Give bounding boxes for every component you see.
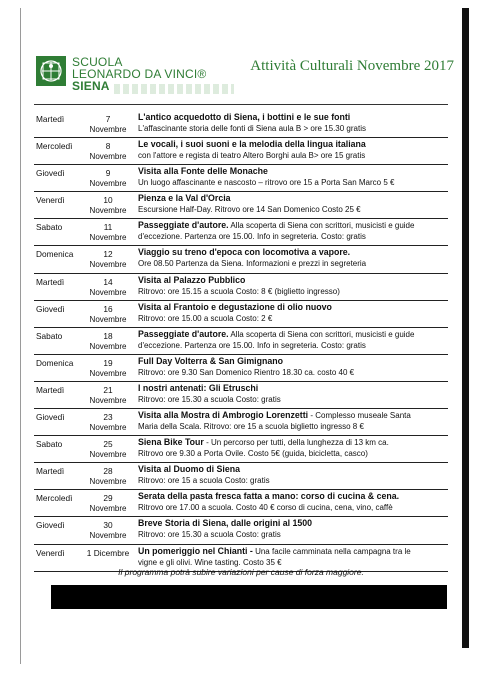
- event-date: 23: [103, 412, 113, 423]
- event-month: Novembre: [89, 260, 127, 270]
- event-day: Martedì: [36, 114, 65, 124]
- event-title: Serata della pasta fresca fatta a mano: corso di cucina & cena.: [138, 491, 400, 502]
- event-day: Sabato: [36, 222, 63, 233]
- event-title: Passeggiate d'autore. Alla scoperta di Siena con scrittori, musicisti e guide: [138, 328, 415, 339]
- event-day: Martedì: [36, 466, 65, 477]
- event-date: 29: [103, 493, 113, 504]
- event-row: [34, 246, 448, 273]
- event-row: [34, 463, 448, 490]
- event-date: 9: [105, 168, 111, 179]
- event-date: 8: [105, 141, 111, 152]
- event-row: [34, 436, 448, 463]
- event-title: Un pomeriggio nel Chianti - Una facile camminata nella campagna tra le: [138, 545, 411, 556]
- event-details: Ore 08.50 Partenza da Siena. Informazioni e prezzi in segreteria: [138, 259, 367, 269]
- event-details: Escursione Half-Day. Ritrovo ore 14 San Domenico Costo 25 €: [138, 205, 361, 215]
- event-title: Siena Bike Tour - Un percorso per tutti, della lunghezza di 13 km ca.: [138, 437, 389, 448]
- event-date: 18: [103, 330, 113, 341]
- event-title: Le vocali, i suoi suoni e la melodia della lingua italiana: [138, 139, 366, 150]
- event-day: Martedì: [36, 276, 65, 287]
- event-month: Novembre: [89, 395, 127, 405]
- event-date: 14: [103, 276, 113, 287]
- event-details: d'eccezione. Partenza ore 15.00. Info in segreteria. Costo: gratis: [138, 232, 366, 242]
- left-margin-rule: [20, 8, 21, 664]
- event-date: 10: [103, 195, 113, 206]
- event-date: 28: [103, 466, 113, 477]
- event-row: [34, 355, 448, 382]
- event-row: [34, 192, 448, 219]
- event-row: [34, 490, 448, 517]
- event-list: [34, 111, 448, 572]
- event-details: d'eccezione. Partenza ore 15.00. Info in segreteria. Costo: gratis: [138, 340, 366, 350]
- event-day: Giovedì: [36, 168, 65, 179]
- header: [28, 46, 458, 110]
- event-day: Giovedì: [36, 412, 65, 423]
- event-row: [34, 301, 448, 328]
- right-edge-bar: [462, 8, 469, 648]
- event-day: Domenica: [36, 357, 74, 368]
- event-title-extra: - Complesso museale Santa: [308, 411, 411, 421]
- event-row: [34, 165, 448, 192]
- event-title-extra: Una facile camminata nella campagna tra le: [252, 546, 411, 556]
- event-month: Novembre: [89, 504, 127, 514]
- event-details: Ritrovo: ore 15.30 a scuola Costo: gratis: [138, 394, 281, 404]
- event-row: [34, 219, 448, 246]
- header-rule: [34, 104, 448, 105]
- event-title-extra: - Un percorso per tutti, della lunghezza di 13 km ca.: [203, 438, 389, 448]
- event-month: Novembre: [89, 341, 127, 351]
- faded-tagline: [114, 84, 234, 94]
- event-details: Ritrovo: ore 15.15 a scuola Costo: 8 € (biglietto ingresso): [138, 286, 340, 296]
- event-details: L'affascinante storia delle fonti di Siena aula B > ore 15.30 gratis: [138, 124, 366, 133]
- leonardo-logo-icon: [36, 56, 66, 86]
- event-day: Domenica: [36, 249, 74, 260]
- event-title: Pienza e la Val d'Orcia: [138, 193, 231, 204]
- event-date: 1 Dicembre: [86, 547, 130, 558]
- event-month: Novembre: [89, 477, 127, 487]
- event-details: Maria della Scala. Ritrovo: ore 15 a scuola biglietto ingresso 8 €: [138, 422, 364, 432]
- event-title: Visita al Frantoio e degustazione di olio nuovo: [138, 301, 332, 312]
- event-month: Novembre: [89, 423, 127, 433]
- event-row: [34, 328, 448, 355]
- event-details: Ritrovo ore 17.00 a scuola. Costo 40 € corso di cucina, cena, vino, caffè: [138, 503, 393, 513]
- event-title: Breve Storia di Siena, dalle origini al 1500: [138, 518, 313, 529]
- event-details: Un luogo affascinante e nascosto – ritrovo ore 15 a Porta San Marco 5 €: [138, 178, 395, 188]
- event-month: Novembre: [89, 368, 127, 378]
- event-title: Full Day Volterra & San Gimignano: [138, 355, 284, 366]
- event-day: Giovedì: [36, 520, 65, 531]
- event-details: con l'attore e regista di teatro Altero Borghi aula B> ore 15 gratis: [138, 151, 366, 161]
- event-details: Ritrovo: ore 15 a scuola Costo: gratis: [138, 476, 270, 486]
- disclaimer-note: Il programma potrà subire variazioni per cause di forza maggiore.: [118, 567, 364, 577]
- event-month: Novembre: [89, 287, 127, 297]
- event-title-extra: Alla scoperta di Siena con scrittori, musicisti e guide: [228, 329, 415, 339]
- event-month: Novembre: [89, 450, 127, 460]
- event-row: [34, 111, 448, 138]
- event-day: Giovedì: [36, 303, 65, 314]
- event-title: Passeggiate d'autore. Alla scoperta di Siena con scrittori, musicisti e guide: [138, 220, 415, 231]
- event-details: vigne e gli olivi. Wine tasting. Costo 35 €: [138, 557, 282, 567]
- event-details: Ritrovo: ore 15.00 a scuola Costo: 2 €: [138, 313, 273, 323]
- event-title: L'antico acquedotto di Siena, i bottini e le sue fonti: [138, 112, 351, 122]
- event-row: [34, 382, 448, 409]
- event-row: [34, 274, 448, 301]
- event-row: [34, 138, 448, 165]
- school-line-3: SIENA: [72, 79, 110, 93]
- event-month: Novembre: [89, 125, 127, 134]
- event-date: 11: [103, 222, 113, 233]
- event-row: [34, 409, 448, 436]
- event-month: Novembre: [89, 233, 127, 243]
- event-row: [34, 517, 448, 544]
- event-details: Ritrovo: ore 9.30 San Domenico Rientro 18.30 ca. costo 40 €: [138, 367, 355, 377]
- event-date: 25: [103, 439, 113, 450]
- event-date: 21: [103, 384, 113, 395]
- event-day: Sabato: [36, 330, 63, 341]
- event-details: Ritrovo: ore 15.30 a scuola Costo: gratis: [138, 530, 281, 540]
- event-month: Novembre: [89, 179, 127, 189]
- school-line-2: LEONARDO DA VINCI®: [72, 67, 207, 81]
- event-day: Martedì: [36, 384, 65, 395]
- event-title: Visita al Palazzo Pubblico: [138, 274, 246, 285]
- event-title: Viaggio su treno d'epoca con locomotiva a vapore.: [138, 247, 351, 258]
- event-title: I nostri antenati: Gli Etruschi: [138, 382, 259, 393]
- event-date: 19: [103, 357, 113, 368]
- event-title-extra: Alla scoperta di Siena con scrittori, musicisti e guide: [228, 221, 415, 231]
- black-banner: [51, 585, 447, 609]
- event-date: 16: [103, 303, 113, 314]
- event-date: 12: [103, 249, 113, 260]
- event-month: Novembre: [89, 531, 127, 541]
- event-day: Mercoledì: [36, 141, 73, 152]
- event-date: 30: [103, 520, 113, 531]
- event-month: Novembre: [89, 314, 127, 324]
- event-title: Visita alla Mostra di Ambrogio Lorenzetti - Complesso museale Santa: [138, 410, 411, 421]
- event-day: Venerdì: [36, 547, 65, 558]
- school-line-1: SCUOLA: [72, 55, 123, 69]
- event-day: Mercoledì: [36, 493, 73, 504]
- event-day: Venerdì: [36, 195, 65, 206]
- event-date: 7: [105, 114, 111, 124]
- page-title: Attività Culturali Novembre 2017: [250, 58, 454, 74]
- event-details: Ritrovo ore 9.30 a Porta Ovile. Costo 5€ (guida, bicicletta, casco): [138, 449, 368, 459]
- event-month: Novembre: [89, 206, 127, 216]
- event-title: Visita alla Fonte delle Monache: [138, 166, 268, 177]
- event-title: Visita al Duomo di Siena: [138, 464, 241, 475]
- event-day: Sabato: [36, 439, 63, 450]
- event-month: Novembre: [89, 152, 127, 162]
